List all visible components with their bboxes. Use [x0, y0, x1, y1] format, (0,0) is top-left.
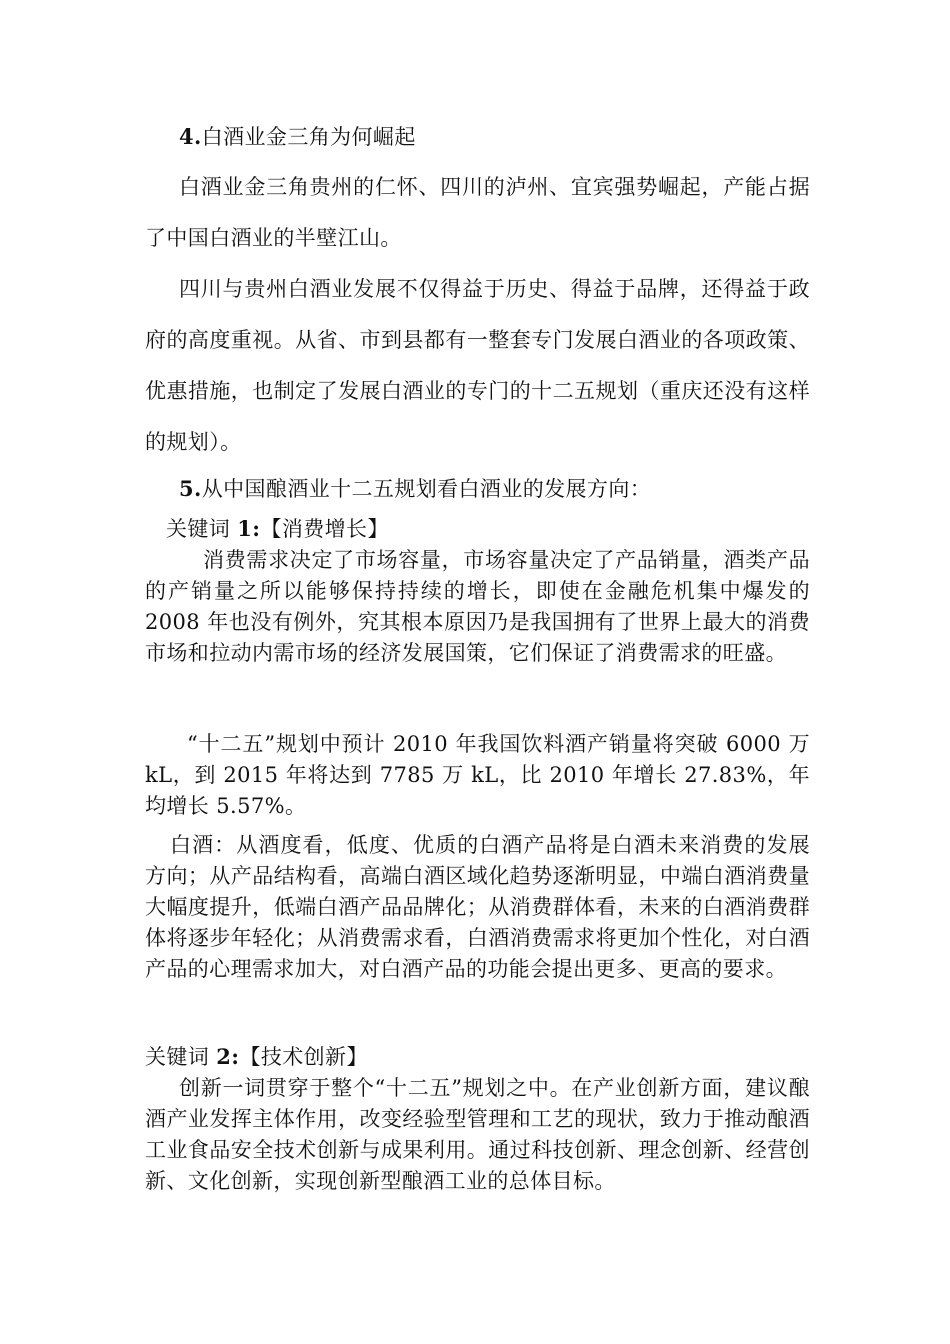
- keyword-2-paragraph-1: 创新一词贯穿于整个“十二五”规划之中。在产业创新方面，建议酿酒产业发挥主体作用，改变经验型管理和工艺的现状，致力于推动酿酒工业食品安全技术创新与成果利用。通过科技创新、理念创新、经营创新、文化创新，实现创新型酿酒工业的总体目标。: [145, 1076, 810, 1193]
- section-4-paragraph-2: 四川与贵州白酒业发展不仅得益于历史、得益于品牌，还得益于政府的高度重视。从省、市到县都有一整套专门发展白酒业的各项政策、优惠措施，也制定了发展白酒业的专门的十二五规划（重庆还没有这样的规划）。: [145, 277, 810, 454]
- keyword-1-paragraph-3: 白酒：从酒度看，低度、优质的白酒产品将是白酒未来消费的发展方向；从产品结构看，高端白酒区域化趋势逐渐明显，中端白酒消费量大幅度提升，低端白酒产品品牌化；从消费群体看，未来的白酒消费群体将逐步年轻化；从消费需求看，白酒消费需求将更加个性化，对白酒产品的心理需求加大，对白酒产品的功能会提出更多、更高的要求。: [145, 833, 810, 981]
- keyword-2-prefix: 关键词: [145, 1045, 217, 1069]
- section-4-paragraph-1: 白酒业金三角贵州的仁怀、四川的泸州、宜宾强势崛起，产能占据了中国白酒业的半壁江山。: [145, 175, 810, 250]
- keyword-2-label: 【技术创新】: [239, 1045, 368, 1069]
- keyword-2-number: 2:: [216, 1044, 240, 1069]
- keyword-2-heading: [145, 1041, 810, 1073]
- keyword-1-paragraph-1: 消费需求决定了市场容量，市场容量决定了产品销量，酒类产品的产销量之所以能够保持持续的增长，即使在金融危机集中爆发的2008 年也没有例外，究其根本原因乃是我国拥有了世界上最大的消费市场和拉动内需市场的经济发展国策，它们保证了消费需求的旺盛。: [145, 548, 810, 665]
- section-5-heading: [145, 463, 810, 515]
- section-4-heading: [145, 111, 810, 163]
- keyword-1-label: 【消费增长】: [260, 517, 389, 541]
- section-4-number: 4.: [179, 124, 202, 149]
- keyword-1-heading: [145, 513, 810, 545]
- keyword-1-paragraph-2: “十二五”规划中预计 2010 年我国饮料酒产销量将突破 6000 万kL，到 2015 年将达到 7785 万 kL，比 2010 年增长 27.83%，年均增长 5.57%。: [145, 732, 810, 818]
- section-4-title: 白酒业金三角为何崛起: [201, 125, 416, 149]
- section-5-title: 从中国酿酒业十二五规划看白酒业的发展方向：: [201, 477, 652, 501]
- keyword-1-number: 1:: [237, 516, 261, 541]
- keyword-1-prefix: 关键词: [166, 517, 238, 541]
- section-5-number: 5.: [179, 476, 202, 501]
